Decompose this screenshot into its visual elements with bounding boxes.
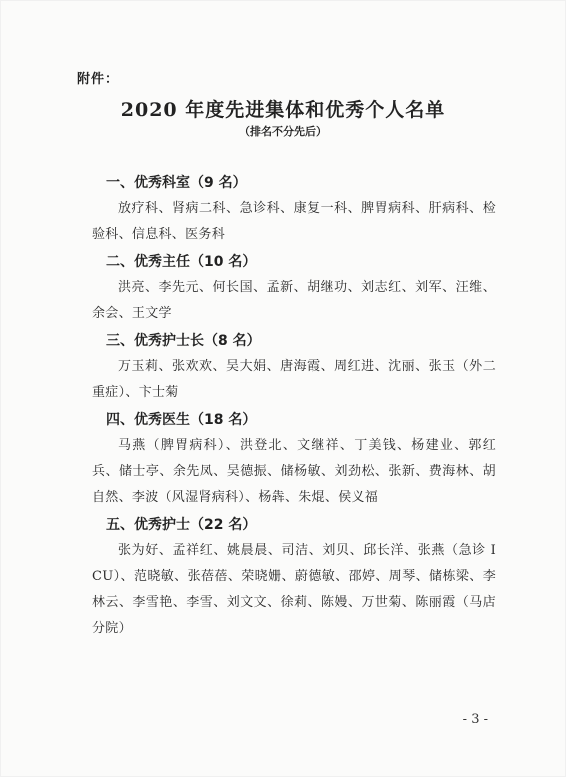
section-body: 洪亮、李先元、何长国、孟新、胡继功、刘志红、刘军、汪维、余会、王文学	[92, 280, 496, 321]
section-excellent-departments	[92, 172, 496, 248]
section-excellent-head-nurses	[92, 330, 496, 406]
section-body: 放疗科、肾病二科、急诊科、康复一科、脾胃病科、肝病科、检验科、信息科、医务科	[92, 201, 496, 242]
section-heading: 三、优秀护士长（8 名）	[106, 333, 261, 349]
section-body: 马燕（脾胃病科）、洪登北、文继祥、丁美钱、杨建业、郭红兵、储士亭、余先凤、吴德振、储杨敏、刘劲松、张新、费海林、胡自然、李波（风湿肾病科）、杨犇、朱焜、侯义福	[92, 438, 496, 505]
page-number: - 3 -	[462, 712, 488, 727]
document-title: 2020 年度先进集体和优秀个人名单	[120, 99, 446, 121]
section-heading: 四、优秀医生（18 名）	[106, 412, 257, 428]
document-content	[92, 170, 496, 645]
section-body: 万玉莉、张欢欢、吴大娟、唐海霞、周红进、沈丽、张玉（外二重症）、卞士菊	[92, 359, 496, 400]
section-body: 张为好、孟祥红、姚晨晨、司洁、刘贝、邱长洋、张燕（急诊 ICU）、范晓敏、张蓓蓓、荣晓姗、蔚德敏、邵婷、周琴、储栋梁、李林云、李雪艳、李雪、刘文文、徐莉、陈嫚、万世菊、陈丽霞（马店分院）	[92, 543, 496, 636]
section-heading: 五、优秀护士（22 名）	[106, 517, 257, 533]
section-excellent-nurses	[92, 514, 496, 642]
section-excellent-doctors	[92, 409, 496, 511]
section-heading: 二、优秀主任（10 名）	[106, 254, 257, 270]
document-subtitle: （排名不分先后）	[239, 125, 327, 138]
attachment-label: 附件：	[77, 72, 120, 87]
section-heading: 一、优秀科室（9 名）	[106, 175, 247, 191]
section-excellent-directors	[92, 251, 496, 327]
